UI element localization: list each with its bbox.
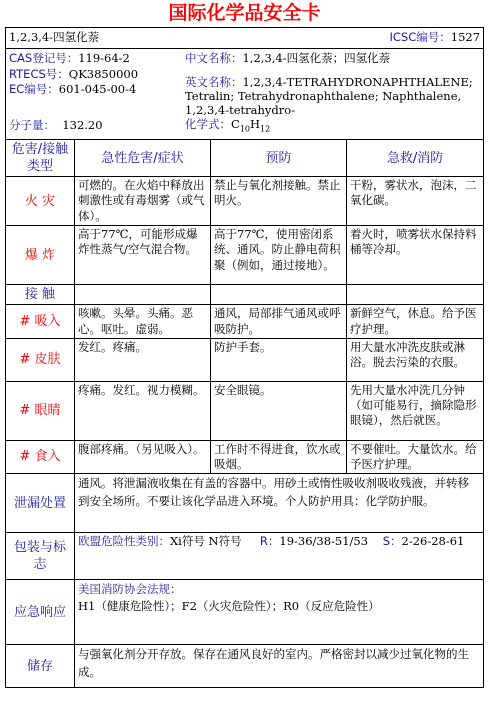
safety-card-table (5, 27, 484, 688)
storage-text: 与强氧化剂分开存放。保存在通风良好的室内。严格密封以减少过氧化物的生成。 (75, 645, 484, 688)
label-ingestion: # 食入 (6, 440, 75, 473)
eyes-acute: 疼痛。发红。视力模糊。 (75, 381, 211, 440)
label-inhalation: # 吸入 (6, 305, 75, 338)
cn-name: 1,2,3,4-四氢化萘；四氢化萘 (242, 51, 391, 65)
explosion-prevention: 高于77℃，使用密闭系统、通风。防止静电荷积聚（例如，通过接地）。 (211, 226, 347, 285)
cn-name-label: 中文名称： (185, 51, 243, 65)
fire-prevention: 禁止与氧化剂接触。禁止明火。 (211, 177, 347, 226)
ingestion-acute: 腹部疼痛。（另见吸入）。 (75, 440, 211, 473)
s-phrases: 2-26-28-61 (401, 534, 465, 549)
identity-row (6, 49, 484, 140)
inhalation-prevention: 通风，局部排气通风或呼吸防护。 (211, 305, 347, 338)
label-contact: 接 触 (6, 285, 75, 305)
label-explosion: 爆 炸 (6, 226, 75, 285)
header-acute: 急性危害/症状 (75, 140, 211, 177)
nfpa-label: 美国消防协会法规： (78, 582, 182, 597)
eu-class-text: Xi符号 N符号 (170, 534, 242, 549)
fire-acute: 可燃的。在火焰中释放出刺激性或有毒烟雾（或气体）。 (75, 177, 211, 226)
ingestion-prevention: 工作时不得进食，饮水或吸烟。 (211, 440, 347, 473)
skin-first-aid: 用大量水冲洗皮肤或淋浴。脱去污染的衣服。 (347, 338, 484, 381)
skin-prevention: 防护手套。 (211, 338, 347, 381)
hazard-table-header (6, 140, 484, 177)
chemical-name: 1,2,3,4-四氢化萘 (9, 30, 100, 45)
s-label: S： (382, 534, 402, 549)
nfpa-text: H1（健康危险性）；F2（火灾危险性）；R0（反应危险性） (78, 599, 380, 614)
icsc-label: ICSC编号： (389, 30, 451, 45)
skin-acute: 发红。疼痛。 (75, 338, 211, 381)
row-packaging (6, 533, 484, 580)
row-storage (6, 645, 484, 688)
rtecs-label: RTECS号： (9, 66, 69, 81)
en-name-line-2: Tetralin; Tetrahydronaphthalene; Naphthalene, (185, 89, 462, 104)
label-storage: 储存 (6, 645, 75, 688)
en-name-label: 英文名称： (185, 75, 243, 90)
explosion-first-aid: 着火时，喷雾状水保持料桶等冷却。 (347, 226, 484, 285)
en-name-line-1: 1,2,3,4-TETRAHYDRONAPHTHALENE; (242, 75, 473, 90)
r-phrases: 19-36/38-51/53 (279, 534, 369, 549)
label-eyes: # 眼睛 (6, 381, 75, 440)
formula: $C_{10}H_{12}$ (231, 117, 271, 134)
mw-label: 分子量： (9, 117, 55, 132)
eu-class-label: 欧盟危险性类别： (78, 534, 170, 549)
molecular-weight: 132.20 (62, 117, 103, 132)
row-explosion (6, 226, 484, 285)
spill-text: 通风。将泄漏液收集在有盖的容器中。用砂土或惰性吸收剂吸收残液，并转移到安全场所。不要让该化学品进入环境。个人防护用具：化学防护服。 (75, 474, 484, 533)
label-fire: 火 灾 (6, 177, 75, 226)
cas-number: 119-64-2 (78, 51, 130, 65)
ingestion-first-aid: 不要催吐。大量饮水。给予医疗护理。 (347, 440, 484, 473)
cas-label: CAS登记号： (9, 51, 79, 65)
row-skin (6, 338, 484, 381)
row-eyes (6, 381, 484, 440)
row-emergency (6, 580, 484, 645)
rtecs-number: QK3850000 (68, 66, 139, 81)
label-skin: # 皮肤 (6, 338, 75, 381)
label-spill: 泄漏处置 (6, 474, 75, 533)
label-packaging: 包装与标志 (6, 533, 75, 580)
eyes-prevention: 安全眼镜。 (211, 381, 347, 440)
header-prevention: 预防 (211, 140, 347, 177)
eyes-first-aid: 先用大量水冲洗几分钟（如可能易行，摘除隐形眼镜），然后就医。 (347, 381, 484, 440)
explosion-acute: 高于77℃，可能形成爆炸性蒸气/空气混合物。 (75, 226, 211, 285)
formula-label: 化学式： (185, 117, 231, 132)
label-emergency: 应急响应 (6, 580, 75, 645)
row-ingestion (6, 440, 484, 473)
header-first-aid: 急救/消防 (347, 140, 484, 177)
en-name-line-3: 1,2,3,4-tetrahydro- (185, 103, 296, 118)
row-contact (6, 285, 484, 305)
ec-label: EC编号： (9, 82, 59, 97)
r-label: R： (259, 534, 280, 549)
inhalation-first-aid: 新鲜空气，休息。给予医疗护理。 (347, 305, 484, 338)
card-title: 国际化学品安全卡 (168, 2, 321, 24)
ec-number: 601-045-00-4 (58, 82, 137, 97)
row-inhalation (6, 305, 484, 338)
fire-first-aid: 干粉，雾状水，泡沫，二氧化碳。 (347, 177, 484, 226)
inhalation-acute: 咳嗽。头晕。头痛。恶心。呕吐。虚弱。 (75, 305, 211, 338)
row-fire (6, 177, 484, 226)
header-type: 危害/接触类型 (6, 140, 75, 177)
icsc-number: 1527 (450, 30, 481, 45)
row-spill (6, 474, 484, 533)
name-row (6, 28, 484, 49)
